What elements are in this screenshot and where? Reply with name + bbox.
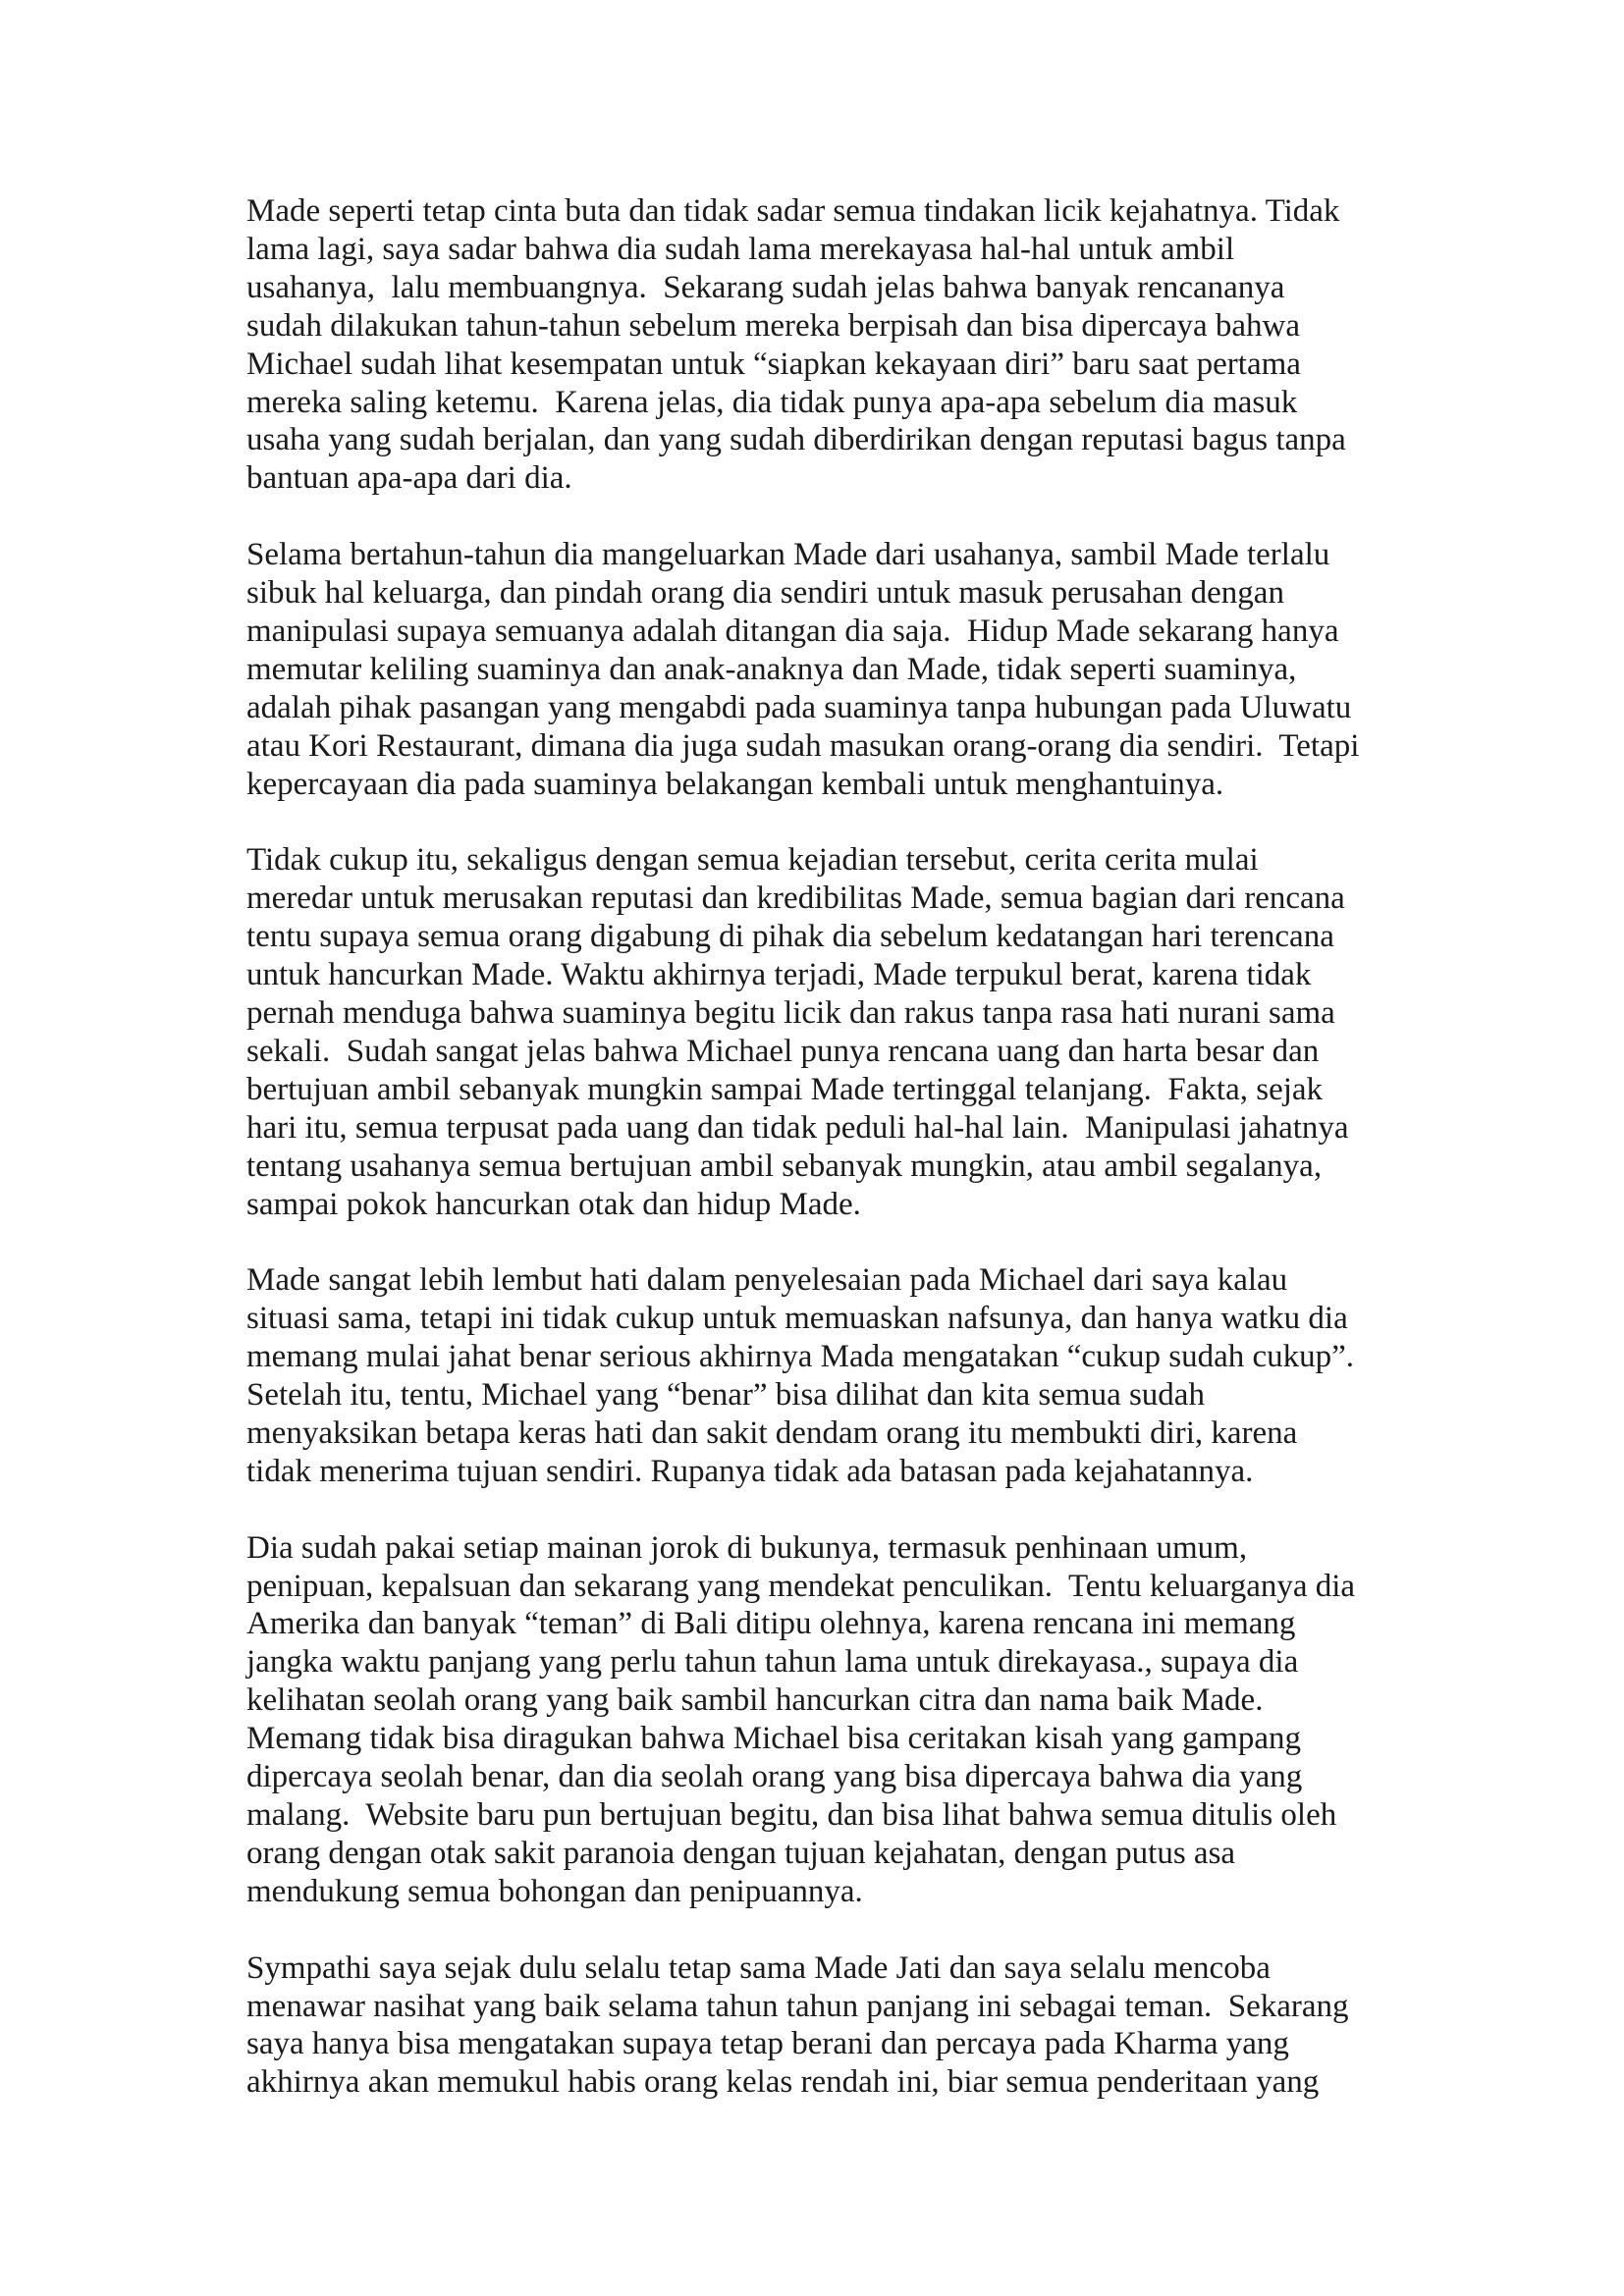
- text-line: meredar untuk merusakan reputasi dan kredibilitas Made, semua bagian dari rencana: [246, 881, 1345, 917]
- text-line: bantuan apa-apa dari dia.: [246, 460, 572, 497]
- text-line: hari itu, semua terpusat pada uang dan tidak peduli hal-hal lain. Manipulasi jahatnya: [246, 1109, 1349, 1146]
- text-line: mendukung semua bohongan dan penipuannya.: [246, 1873, 863, 1909]
- paragraph: [246, 536, 1405, 803]
- text-line: Sympathi saya sejak dulu selalu tetap sama Made Jati dan saya selalu mencoba: [246, 1949, 1271, 1986]
- text-line: Made sangat lebih lembut hati dalam penyelesaian pada Michael dari saya kalau: [246, 1262, 1288, 1299]
- text-line: Setelah itu, tentu, Michael yang “benar” bisa dilihat dan kita semua sudah: [246, 1377, 1205, 1414]
- text-line: Memang tidak bisa diragukan bahwa Michael bisa ceritakan kisah yang gampang: [246, 1721, 1301, 1757]
- text-line: usahanya, lalu membuangnya. Sekarang sudah jelas bahwa banyak rencananya: [246, 269, 1285, 305]
- text-line: penipuan, kepalsuan dan sekarang yang mendekat penculikan. Tentu keluarganya dia: [246, 1568, 1356, 1604]
- text-line: manipulasi supaya semuanya adalah ditangan dia saja. Hidup Made sekarang hanya: [246, 613, 1339, 649]
- text-line: menyaksikan betapa keras hati dan sakit dendam orang itu membukti diri, karena: [246, 1415, 1298, 1451]
- text-line: saya hanya bisa mengatakan supaya tetap berani dan percaya pada Kharma yang: [246, 2026, 1289, 2062]
- text-line: untuk hancurkan Made. Waktu akhirnya terjadi, Made terpukul berat, karena tidak: [246, 957, 1312, 993]
- text-line: sibuk hal keluarga, dan pindah orang dia sendiri untuk masuk perusahan dengan: [246, 575, 1284, 612]
- text-line: tidak menerima tujuan sendiri. Rupanya tidak ada batasan pada kejahatannya.: [246, 1453, 1254, 1489]
- text-line: memutar keliling suaminya dan anak-anaknya dan Made, tidak seperti suaminya,: [246, 651, 1297, 687]
- text-line: sudah dilakukan tahun-tahun sebelum mereka berpisah dan bisa dipercaya bahwa: [246, 307, 1301, 344]
- paragraph: [246, 1949, 1405, 2103]
- text-line: atau Kori Restaurant, dimana dia juga sudah masukan orang-orang dia sendiri. Tetapi: [246, 727, 1360, 764]
- text-line: Dia sudah pakai setiap mainan jorok di bukunya, termasuk penhinaan umum,: [246, 1529, 1248, 1566]
- text-line: sekali. Sudah sangat jelas bahwa Michael punya rencana uang dan harta besar dan: [246, 1033, 1320, 1069]
- document-body: [246, 192, 1405, 2140]
- text-line: lama lagi, saya sadar bahwa dia sudah lama merekayasa hal-hal untuk ambil: [246, 231, 1235, 267]
- text-line: menawar nasihat yang baik selama tahun tahun panjang ini sebagai teman. Sekarang: [246, 1988, 1349, 2024]
- text-line: malang. Website baru pun bertujuan begitu, dan bisa lihat bahwa semua ditulis oleh: [246, 1797, 1337, 1833]
- text-line: Selama bertahun-tahun dia mangeluarkan Made dari usahanya, sambil Made terlalu: [246, 537, 1330, 573]
- text-line: sampai pokok hancurkan otak dan hidup Made.: [246, 1186, 861, 1222]
- text-line: Made seperti tetap cinta buta dan tidak sadar semua tindakan licik kejahatnya. Tidak: [246, 193, 1340, 229]
- text-line: Michael sudah lihat kesempatan untuk “siapkan kekayaan diri” baru saat pertama: [246, 346, 1301, 382]
- text-line: pernah menduga bahwa suaminya begitu licik dan rakus tanpa rasa hati nurani sama: [246, 995, 1335, 1031]
- text-line: jangka waktu panjang yang perlu tahun tahun lama untuk direkayasa., supaya dia: [246, 1644, 1299, 1681]
- text-line: tentang usahanya semua bertujuan ambil sebanyak mungkin, atau ambil segalanya,: [246, 1148, 1323, 1184]
- text-line: dipercaya seolah benar, dan dia seolah orang yang bisa dipercaya bahwa dia yang: [246, 1759, 1303, 1795]
- text-line: akhirnya akan memukul habis orang kelas rendah ini, biar semua penderitaan yang: [246, 2064, 1320, 2101]
- text-line: Amerika dan banyak “teman” di Bali ditipu olehnya, karena rencana ini memang: [246, 1606, 1296, 1642]
- text-line: tentu supaya semua orang digabung di pihak dia sebelum kedatangan hari terencana: [246, 919, 1334, 955]
- paragraph: [246, 192, 1405, 498]
- paragraph: [246, 1529, 1405, 1911]
- text-line: kelihatan seolah orang yang baik sambil hancurkan citra dan nama baik Made.: [246, 1682, 1264, 1719]
- text-line: orang dengan otak sakit paranoia dengan tujuan kejahatan, dengan putus asa: [246, 1835, 1236, 1871]
- text-line: situasi sama, tetapi ini tidak cukup untuk memuaskan nafsunya, dan hanya watku dia: [246, 1301, 1348, 1337]
- paragraph: [246, 841, 1405, 1223]
- paragraph: [246, 1261, 1405, 1490]
- text-line: Tidak cukup itu, sekaligus dengan semua kejadian tersebut, cerita cerita mulai: [246, 842, 1259, 879]
- text-line: kepercayaan dia pada suaminya belakangan kembali untuk menghantuinya.: [246, 766, 1224, 802]
- text-line: mereka saling ketemu. Karena jelas, dia tidak punya apa-apa sebelum dia masuk: [246, 384, 1298, 420]
- text-line: adalah pihak pasangan yang mengabdi pada suaminya tanpa hubungan pada Uluwatu: [246, 689, 1352, 725]
- text-line: memang mulai jahat benar serious akhirnya Mada mengatakan “cukup sudah cukup”.: [246, 1339, 1355, 1375]
- text-line: bertujuan ambil sebanyak mungkin sampai Made tertinggal telanjang. Fakta, sejak: [246, 1071, 1324, 1107]
- text-line: usaha yang sudah berjalan, dan yang sudah diberdirikan dengan reputasi bagus tanpa: [246, 422, 1346, 458]
